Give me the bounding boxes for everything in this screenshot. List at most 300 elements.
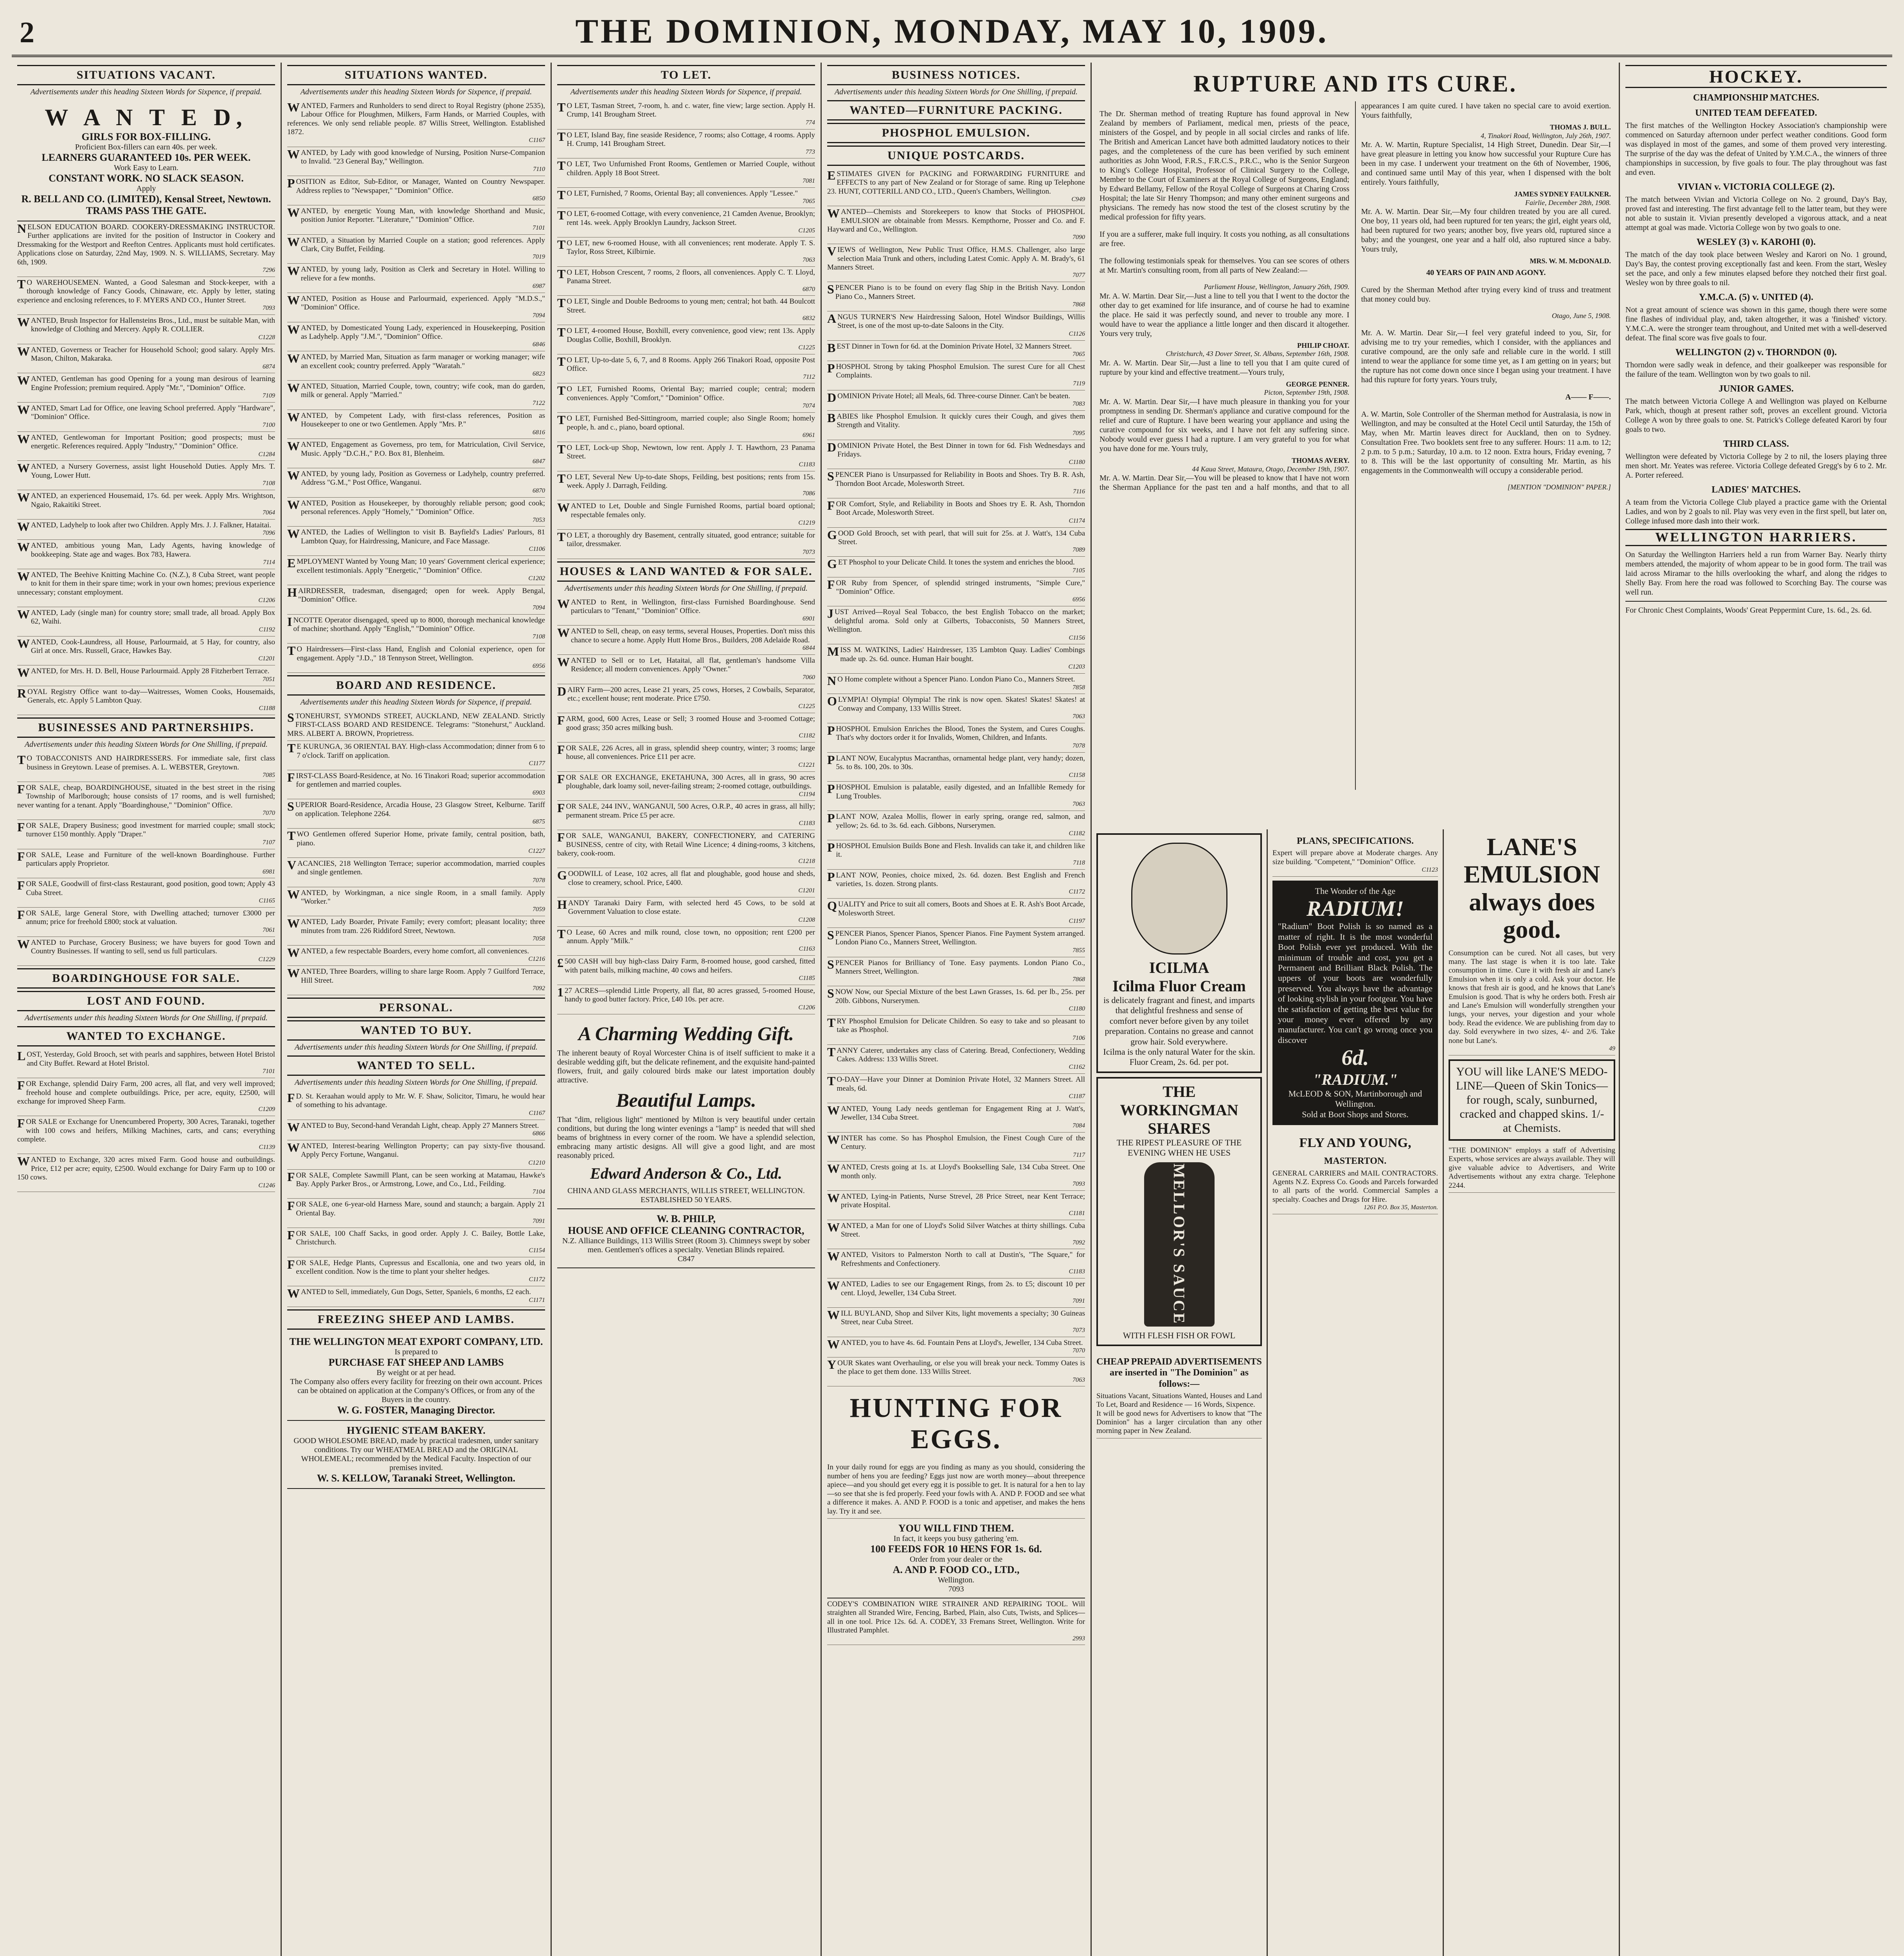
- display-ads: [1092, 829, 1620, 1956]
- ad-code: 6874: [263, 363, 275, 370]
- ad-body: That "dim, religious light" mentioned by Milton is very beautiful under certain conditions, but during the long winter evenings a "lamp" is needed that will shed beams of brightness in every corner of the room. We have a splendid selection, embracing many artistic designs. All will give a good light, and are most reasonably priced.: [557, 1115, 815, 1160]
- classified-ad: [17, 1078, 275, 1116]
- ad-text: ANTED, you to have 4s. 6d. Fountain Pens at Lloyd's, Jeweller, 134 Cuba Street.: [841, 1338, 1083, 1347]
- classified-ad: [557, 742, 815, 772]
- ad-body: The inherent beauty of Royal Worcester China is of itself sufficient to make it a desirable wedding gift, but the delicate refinement, and the exquisite hand-painted flowers, fruit, and gaily coloured birds make our latest importation doubly attractive.: [557, 1048, 815, 1084]
- ad-code: 7073: [1073, 1327, 1085, 1334]
- ad-code: C1221: [798, 761, 815, 768]
- ad-code: C1172: [529, 1276, 545, 1283]
- sport-paragraph: Wellington were defeated by Victoria College by 2 to nil, the losers playing three men short. Mr. Yeates was referee. Victoria College defeated Gregg's by 6 to 2. Mr. A. Porter refereed.: [1625, 452, 1887, 480]
- ad-list: [17, 753, 275, 966]
- classified-ad: [287, 147, 545, 176]
- icilma-ad: [1096, 833, 1262, 1073]
- ad-headline: Icilma Fluor Cream: [1112, 977, 1246, 995]
- classified-ad: [287, 770, 545, 800]
- ad-code: 7058: [533, 935, 545, 942]
- ad-text: HOSPHOL Emulsion is palatable, easily digested, and an Infallible Remedy for Lung Troubles.: [836, 783, 1085, 800]
- ad-initial: T: [557, 325, 566, 340]
- testimonial-body: Mr. A. W. Martin, Rupture Specialist, 14 High Street, Dunedin. Dear Sir,—I have great pleasure in letting you know how successful your Rupture Cure has been in my case. I underwent your treatment on the 6th of November, 1906, and continued same until May of this year, when I dispensed with the bolt entirely. Yours faithfully,: [1361, 140, 1611, 187]
- ad-initial: W: [17, 540, 30, 554]
- ad-initial: G: [827, 557, 837, 571]
- ad-code: 7116: [1073, 488, 1085, 495]
- ad-code: C1216: [528, 956, 545, 963]
- ad-code: C1183: [799, 820, 815, 827]
- ad-initial: S: [827, 957, 834, 971]
- ad-code: C1197: [1069, 918, 1085, 924]
- ad-initial: P: [827, 723, 835, 738]
- section-heading: WANTED—FURNITURE PACKING.: [827, 100, 1085, 120]
- ad-code: C1167: [529, 137, 545, 144]
- ad-initial: W: [557, 500, 570, 515]
- classified-ad: [557, 500, 815, 530]
- section-note: Advertisements under this heading Sixteen Words for Sixpence, if prepaid.: [300, 88, 532, 96]
- classified-ad: [17, 1049, 275, 1078]
- section-note: Advertisements under this heading Sixteen Words for Sixpence, if prepaid.: [30, 88, 262, 96]
- section-heading: LOST AND FOUND.: [17, 991, 275, 1011]
- ad-initial: P: [827, 811, 835, 825]
- classified-ad: [827, 899, 1085, 928]
- ad-pretitle: The Wonder of the Age: [1315, 886, 1396, 896]
- ad-text: ANNY Caterer, undertakes any class of Catering. Bread, Confectionery, Wedding Cakes. Address: 133 Willis Street.: [837, 1046, 1085, 1064]
- ad-line: Work Easy to Learn.: [114, 164, 178, 172]
- ad-code: 7019: [533, 253, 545, 261]
- article-paragraph: Cured by the Sherman Method after trying every kind of truss and treatment that money could buy.: [1361, 285, 1611, 304]
- ad-code: C1284: [258, 451, 275, 458]
- classified-ad: [827, 957, 1085, 987]
- classified-ad: [827, 390, 1085, 411]
- ad-initial: W: [287, 916, 300, 931]
- section-heading: WANTED TO BUY.: [287, 1020, 545, 1041]
- ad-code: 7070: [263, 810, 275, 817]
- ad-initial: T: [557, 926, 566, 941]
- ad-code: 7060: [803, 674, 815, 681]
- ad-code: C1225: [798, 344, 815, 351]
- classified-ad: [17, 461, 275, 490]
- ad-initial: P: [827, 361, 835, 375]
- ad-code: 7119: [1073, 380, 1085, 387]
- ad-initial: £: [557, 956, 563, 970]
- classified-ad: [557, 956, 815, 985]
- ad-line: GIRLS FOR BOX-FILLING.: [81, 131, 211, 142]
- ad-initial: F: [827, 577, 835, 591]
- classified-ad: [287, 264, 545, 293]
- ad-code: C1180: [1069, 1005, 1085, 1012]
- ad-initial: W: [827, 1132, 840, 1147]
- ad-code: C1218: [798, 858, 815, 865]
- ad-line: LEARNERS GUARANTEED 10s. PER WEEK.: [41, 152, 251, 163]
- ad-initial: W: [557, 654, 570, 669]
- ad-initial: T: [557, 129, 566, 144]
- ad-text: ANTED, Governess or Teacher for Household School; good salary. Apply Mrs. Mason, Chilton, Makaraka.: [31, 345, 275, 363]
- ad-text: EST Dinner in Town for 6d. at the Dominion Private Hotel, 32 Manners Street.: [837, 342, 1072, 351]
- sauce-bottle-illustration: MELLOR'S SAUCE: [1144, 1162, 1215, 1327]
- ad-text: OR SALE, Goodwill of first-class Restaurant, good position, good town; Apply 43 Cuba Street.: [26, 880, 275, 897]
- section-heading: HOUSES & LAND WANTED & FOR SALE.: [557, 561, 815, 582]
- ad-code: 7093: [1073, 1181, 1085, 1188]
- ad-text: O LET, Lock-up Shop, Newtown, low rent. Apply J. T. Hawthorn, 23 Panama Street.: [567, 443, 815, 461]
- classified-ad: [17, 607, 275, 636]
- ad-code: C1162: [1069, 1064, 1085, 1071]
- classified-ad: [827, 674, 1085, 694]
- ad-code: C1183: [1069, 1268, 1085, 1275]
- classified-ad: [287, 410, 545, 439]
- section-heading: BUSINESS NOTICES.: [827, 65, 1085, 85]
- ad-initial: W: [827, 1103, 840, 1117]
- classified-ad: [557, 100, 815, 129]
- ad-text: PENCER Pianos, Spencer Pianos, Spencer Pianos. Fine Payment System arranged. London Piano Co., Manners Street, Wellington.: [835, 929, 1085, 947]
- ad-text: LYMPIA! Olympia! Olympia! The rink is now open. Skates! Skates! Skates! at Conway and Company, 133 Willis Street.: [838, 696, 1085, 713]
- ad-headline: A Charming Wedding Gift.: [578, 1022, 794, 1045]
- ad-code: C1154: [529, 1247, 545, 1254]
- sport-paragraph: The match of the day took place between Wesley and Karori on No. 1 ground, Day's Bay, the contest proving exceptionally fast and keen. From the start, Wesley set the pace, and only a few minutes elapsed before they notched their first goal. Wesley won by three goals to nil.: [1625, 250, 1887, 287]
- classified-ad: [287, 1140, 545, 1170]
- classified-ad: [287, 498, 545, 527]
- ad-text: NOW Now, our Special Mixture of the best Lawn Grasses, 1s. 6d. per lb., 25s. per 20lb. Gibbons, Nurserymen.: [835, 988, 1085, 1005]
- ad-initial: F: [287, 770, 295, 784]
- ad-headline: RADIUM!: [1307, 897, 1404, 921]
- classified-ad: [827, 1191, 1085, 1220]
- ad-code: 7868: [1073, 301, 1085, 308]
- classified-ad: [557, 684, 815, 714]
- sport-title: WELLINGTON HARRIERS.: [1625, 529, 1887, 546]
- ad-text: ANTED, Lying-in Patients, Nurse Strevel, 28 Price Street, near Kent Terrace; private Hospital.: [841, 1192, 1085, 1210]
- ad-text: O LET, new 6-roomed House, with all conveniences; rent moderate. Apply T. S. Taylor, Ross Street, Kilbirnie.: [567, 239, 815, 256]
- testimonial-body: Mr. A. W. Martin. Dear Sir,—Just a line to tell you that I went to the doctor the other day to get examined for life insurance, and of course he had to examine the place. He said it was perfectly sound, and never to trouble any more. I would have to wear the appliance a little longer and then discard it altogether. Yours very truly,: [1100, 291, 1350, 338]
- ad-initial: F: [827, 498, 835, 512]
- ad-code: 6844: [803, 645, 815, 652]
- classified-ad: [287, 468, 545, 498]
- ad-initial: J: [827, 606, 833, 621]
- ad-initial: W: [17, 569, 30, 583]
- sport-paragraph: The match between Vivian and Victoria College on No. 2 ground, Day's Bay, proved fast and interesting. The first advantage fell to the latter team, but they were not able to sustain it. Vivian presently developed a vigorous attack, and a neat attempt at goal was made. Victoria College won by two goals to one.: [1625, 195, 1887, 232]
- ad-code: 7096: [263, 530, 275, 537]
- ad-text: IEWS of Wellington, New Public Trust Office, H.M.S. Challenger, also large selection Maia Trunk and others, including Latest Comic. Apply A. M. Brady's, 61 Manners Street.: [827, 246, 1085, 271]
- ad-initial: T: [557, 471, 566, 485]
- sport-subheading: CHAMPIONSHIP MATCHES.: [1693, 93, 1819, 103]
- ad-initial: F: [557, 742, 565, 757]
- hunting-eggs-ad: [827, 1519, 1085, 1598]
- article-paragraph: A. W. Martin, Sole Controller of the Sherman method for Australasia, is now in Wellington, and may be consulted at the Hotel Cecil until Saturday, the 15th of May, when Mr. Martin leaves direct for Auckland, then on to Sydney. Consultation Free. Two booklets sent free to any sufferer. Hours: 11 a.m. to 12; 2 p.m. to 5 p.m.; Saturday, 10 a.m. to 12 noon. Extra hours, Friday evening, 7 to 8. This will be the last opportunity of consulting Mr. Martin, as his engagements in the Commonwealth will occupy a considerable period.: [1361, 410, 1611, 475]
- ad-initial: T: [557, 188, 566, 202]
- ad-initial: E: [287, 556, 296, 570]
- classified-ad: [827, 311, 1085, 341]
- classified-ad: [17, 344, 275, 374]
- divider: [1625, 601, 1887, 602]
- ad-code: 7081: [803, 178, 815, 185]
- ad-signature: W. G. FOSTER, Managing Director.: [337, 1404, 495, 1416]
- ad-text: ANTED, Position as House and Parlourmaid, experienced. Apply "M.D.S.," "Dominion" Office.: [301, 294, 545, 312]
- testimonial-body: Mr. A. W. Martin. Dear Sir,—Just a line to tell you that I am quite cured of rupture by your kind and effective treatment.—Yours truly,: [1100, 358, 1350, 377]
- ad-initial: W: [287, 497, 300, 512]
- ad-initial: A: [827, 311, 837, 325]
- classified-ad: [17, 373, 275, 403]
- ad-code: C1182: [1069, 830, 1085, 837]
- ad-initial: M: [827, 644, 839, 659]
- hunting-eggs-body: In your daily round for eggs are you finding as many as you should, considering the number of hens you are feeding? Eggs just now are worth money—about threepence apiece—and you should get every egg it is possible to get. It is natural for a hen to lay—so see that she is fed properly. Feed your fowls with A. AND P. FOOD and see what a difference it makes. A. AND P. FOOD is a tonic and appetiser, and makes the hens lay. Try it and see.: [827, 1462, 1085, 1518]
- ad-initial: W: [827, 1249, 840, 1264]
- ad-text: OR SALE, Lease and Furniture of the well-known Boardinghouse. Further particulars apply Proprietor.: [26, 850, 275, 868]
- testimonial-signature: A—— F——.: [1565, 392, 1611, 401]
- ad-code: 7073: [803, 548, 815, 556]
- ad-text: OR SALE, 100 Chaff Sacks, in good order. Apply J. C. Bailey, Bottle Lake, Christchurch.: [296, 1229, 545, 1247]
- ad-text: PENCER Piano is to be found on every flag Ship in the British Navy. London Piano Co., Manners Street.: [835, 284, 1085, 301]
- ad-initial: F: [287, 1228, 295, 1242]
- ad-line: THE RIPEST PLEASURE OF THE EVENING WHEN HE USES: [1116, 1137, 1242, 1158]
- page-columns: [12, 63, 1892, 1956]
- article-paragraph: Mr. A. W. Martin. Dear Sir,—I feel very grateful indeed to you, Sir, for advising me to try your remedies, which I consider, with the appliances and curative compound, are the only safe and reliable cure in the world. I still intend to wear the appliance for some time yet, as I am getting on in years; but the rupture has not come down once since I began using your treatment. I have had this rupture for forty years. Yours truly,: [1361, 328, 1611, 384]
- column-situations-wanted: [282, 63, 552, 1956]
- ad-code: C1206: [798, 1004, 815, 1011]
- ad-text: ANTED, for Mrs. H. D. Bell, House Parlourmaid. Apply 28 Fitzherbert Terrace.: [31, 667, 270, 676]
- ad-initial: F: [557, 801, 565, 815]
- ad-code: 6961: [803, 431, 815, 439]
- ad-line: Wellington.: [938, 1575, 975, 1584]
- ad-code: C1201: [258, 655, 275, 662]
- classified-ad: [827, 206, 1085, 244]
- ad-code: C1158: [1069, 771, 1085, 778]
- ad-initial: W: [827, 1337, 840, 1351]
- classified-ad: [557, 772, 815, 801]
- ad-text: HOSPHOL Emulsion Builds Bone and Flesh. Invalids can take it, and children like it.: [836, 841, 1085, 859]
- section-heading: WANTED TO EXCHANGE.: [17, 1026, 275, 1046]
- ad-sold: Sold at Boot Shops and Stores.: [1302, 1109, 1409, 1119]
- firm-name: Edward Anderson & Co., Ltd.: [590, 1164, 782, 1182]
- classified-ad: [557, 383, 815, 413]
- ad-initial: W: [287, 887, 300, 901]
- section-heading: SITUATIONS WANTED.: [287, 65, 545, 85]
- ad-code: 2993: [1073, 1635, 1085, 1642]
- ad-code: 7104: [533, 1188, 545, 1196]
- article-subheading: 40 YEARS OF PAIN AND AGONY.: [1426, 268, 1546, 277]
- ad-code: 7094: [533, 312, 545, 319]
- classified-ad: [287, 1228, 545, 1257]
- ad-initial: W: [287, 293, 300, 307]
- classified-ad: [287, 1170, 545, 1199]
- classified-ad: [287, 1257, 545, 1287]
- ad-code: C1183: [799, 461, 815, 468]
- ad-initial: W: [287, 351, 300, 366]
- ad-text: UPERIOR Board-Residence, Arcadia House, 23 Glasgow Street, Kelburne. Tariff on application. Telephone 2264.: [295, 801, 545, 818]
- ad-initial: W: [557, 626, 570, 640]
- ad-text: O LET, 4-roomed House, Boxhill, every convenience, good view; rent 13s. Apply Douglas Collie, Boxhill, Brooklyn.: [567, 327, 815, 344]
- classified-ad: [827, 1161, 1085, 1191]
- testimonial-address: Christchurch, 43 Dover Street, St. Albans, September 16th, 1908.: [1166, 350, 1350, 358]
- classified-ad: [827, 244, 1085, 282]
- column-to-let: [552, 63, 822, 1956]
- ad-text: D. St. Keraahan would apply to Mr. W. F. Shaw, Solicitor, Timaru, he would hear of something to his advantage.: [296, 1092, 545, 1109]
- classified-ad: [17, 432, 275, 461]
- ad-text: OR Ruby from Spencer, of splendid stringed instruments, "Simple Cure," "Dominion" Office.: [836, 579, 1085, 596]
- testimonial-body: Mr. A. W. Martin. Dear Sir,—I have much pleasure in thanking you for your promptness in sending Dr. Sherman's appliance and curative compound for the relief and cure of Rupture. I have been wearing your appliance and using the curative compound for six weeks, and I have not felt any suffering since. Nobody would ever guess I had a rupture. I am very grateful to you for what you have done for me. Yours truly,: [1100, 397, 1350, 453]
- ad-text: ANTED, the Ladies of Wellington to visit B. Bayfield's Ladies' Parlours, 81 Lambton Quay, for Hairdressing, Manicure, and Face Massage.: [301, 528, 545, 545]
- ad-list: [557, 597, 815, 1014]
- ad-line: Apply: [136, 184, 156, 193]
- ad-initial: D: [827, 390, 837, 405]
- ad-text: 27 ACRES—splendid Little Property, all flat, 80 acres grassed, 5-roomed House, handy to good butter factory. Price, £40 10s. per acre.: [565, 986, 815, 1004]
- ad-code: C1227: [528, 847, 545, 854]
- classified-ad: [557, 985, 815, 1014]
- classified-ad: [557, 655, 815, 684]
- ad-code: C1206: [258, 597, 275, 604]
- ad-text: ANTED, Farmers and Runholders to send direct to Royal Registry (phone 2535), Labour Office for Ploughmen, Milkers, Farm Hands, or Married Couples, with references. We only send reliable people. 87 Willis Street, Wellington. Established 1872.: [287, 102, 545, 137]
- ad-initial: T: [287, 741, 296, 755]
- ad-text: OSITION as Editor, Sub-Editor, or Manager, Wanted on Country Newspaper. Address replies to "Newspaper," "Dominion" Office.: [296, 178, 545, 195]
- ad-text: ANTED, by Lady with good knowledge of Nursing, Position Nurse-Companion to Invalid. "23 General Bay," Wellington.: [301, 148, 545, 165]
- ad-text: MPLOYMENT Wanted by Young Man; 10 years' Government clerical experience; excellent testimonials. Apply "Energetic," "Dominion" Office.: [297, 557, 545, 575]
- ad-text: UST Arrived—Royal Seal Tobacco, the best English Tobacco on the market; delightful aroma. Sold only at Gilberts, Tobacconists, 50 Manners Street, Wellington.: [827, 608, 1085, 634]
- ad-line: N.Z. Alliance Buildings, 113 Willis Street (Room 3). Chimneys swept by sober men. Gentlemen's offices a specialty. Venetian Blinds repaired.: [562, 1236, 810, 1254]
- ad-text: O LET, Two Unfurnished Front Rooms, Gentlemen or Married Couple, without children. Apply 18 Boot Street.: [567, 160, 815, 177]
- ad-code: 7063: [1073, 801, 1085, 808]
- ad-initial: W: [17, 636, 30, 651]
- ad-text: OR SALE, large General Store, with Dwelling attached; turnover £3000 per annum; price for freehold £800; stock at valuation.: [26, 909, 275, 926]
- classified-ad: [827, 811, 1085, 840]
- ad-text: OR SALE OR EXCHANGE, EKETAHUNA, 300 Acres, all in grass, 90 acres ploughable, dark loamy soil, never-failing stream; 2-roomed cottage, outbuildings.: [566, 773, 815, 791]
- ad-text: UALITY and Price to suit all comers, Boots and Shoes at E. R. Ash's Boot Arcade, Molesworth Street.: [838, 900, 1085, 917]
- ad-text: ANTED, Position as Housekeeper, by thoroughly reliable person; good cook; personal references. Apply "Homely," "Dominion" Office.: [301, 499, 545, 516]
- ad-text: ANTED, Cook-Laundress, all House, Parlourmaid, at 5 Hay, for country, also Girl at once. Mrs. Russell, Grace, Hawkes Bay.: [31, 638, 275, 655]
- classified-ad: [827, 440, 1085, 469]
- classified-ad: [287, 381, 545, 410]
- ad-line: GOOD WHOLESOME BREAD, made by practical tradesmen, under sanitary conditions. Try our WHEATMEAL BREAD and the ORIGINAL WHOLEMEAL; recommended by the Medical Faculty. Inspection of our premises invited.: [293, 1436, 539, 1472]
- ad-code: C1194: [799, 791, 815, 798]
- ad-code: 7100: [263, 421, 275, 428]
- testimonial-address: Parliament House, Wellington, January 26th, 1909.: [1204, 283, 1350, 291]
- ad-initial: W: [287, 205, 300, 219]
- ad-initial: W: [827, 1278, 840, 1293]
- ad-text: O LET, Up-to-date 5, 6, 7, and 8 Rooms. Apply 266 Tinakori Road, opposite Post Office.: [567, 356, 815, 373]
- ad-text: OR SALE, 244 INV., WANGANUI, 500 Acres, O.R.P., 40 acres in grass, all hilly; permanent stream. Price £5 per acre.: [566, 802, 815, 820]
- ad-headline: CHEAP PREPAID ADVERTISEMENTS are inserted in "The Dominion" as follows:—: [1096, 1356, 1262, 1389]
- ad-initial: Y: [827, 1357, 837, 1372]
- ad-initial: B: [827, 410, 836, 425]
- ad-code: C1165: [259, 897, 275, 904]
- masthead: [12, 8, 1892, 57]
- article-paragraph: The following testimonials speak for themselves. You can see scores of others at Mr. Martin's consulting room, from all parts of New Zealand:—: [1100, 257, 1350, 275]
- ad-text: STIMATES GIVEN for PACKING and FORWARDING FURNITURE and EFFECTS to any part of New Zealand or for Storage of same. Ring up Telephone 23. HUNT, COTTERILL AND CO., LTD., Queen's Chambers, Wellington.: [827, 170, 1085, 196]
- classified-ad: [17, 1154, 275, 1192]
- section-heading: TO LET.: [557, 65, 815, 85]
- classified-ad: [287, 235, 545, 264]
- ad-code: 7064: [263, 509, 275, 516]
- firm-est: ESTABLISHED 50 YEARS.: [641, 1195, 732, 1204]
- classified-ad: [557, 442, 815, 471]
- ad-text: ANTED, Lady Boarder, Private Family; every comfort; pleasant locality; three minutes from tram. 226 Riddiford Street, Newtown.: [301, 918, 545, 935]
- ad-text: ILL BUYLAND, Shop and Silver Kits, light movements a specialty; 30 Guineas Street, near Cuba Street.: [841, 1309, 1085, 1327]
- ad-text: OMINION Private Hotel; all Meals, 6d. Three-course Dinner. Can't be beaten.: [837, 392, 1071, 400]
- classified-ad: [827, 1103, 1085, 1133]
- ad-code: 6956: [533, 663, 545, 669]
- ad-line: Order from your dealer or the: [909, 1555, 1003, 1564]
- ad-code: 7108: [263, 480, 275, 487]
- classified-ad: [827, 1074, 1085, 1103]
- classified-ad: [827, 1249, 1085, 1278]
- ad-initial: E: [827, 168, 836, 182]
- ad-initial: F: [17, 820, 25, 834]
- ad-list: [17, 1049, 275, 1192]
- ad-initial: F: [557, 830, 565, 845]
- ad-text: ANTED, Smart Lad for Office, one leaving School preferred. Apply "Hardware", "Dominion" Office.: [31, 404, 275, 421]
- ad-initial: S: [827, 282, 834, 297]
- ad-initial: W: [827, 206, 840, 221]
- sport-paragraph: The first matches of the Wellington Hockey Association's championship were commenced on Saturday afternoon under perfect weather conditions. Good form was displayed in most of the games, and some of them proved very interesting. The surprise of the day was the defeat of United by Y.M.C.A., the winners of three championships in succession, by five goals to four. The play throughout was fast and even.: [1625, 121, 1887, 177]
- classified-ad: [17, 1116, 275, 1154]
- classified-ad: [557, 296, 815, 325]
- classified-ad: [827, 469, 1085, 498]
- sport-paragraph: The match between Victoria College A and Wellington was played on Kelburne Park, which, though at present rather soft, proves an excellent ground. Victoria College A won by three goals to one. St. Patrick's College defeated Karori by four goals to two.: [1625, 397, 1887, 434]
- ad-code: 7858: [1073, 684, 1085, 691]
- ad-code: 7855: [1073, 947, 1085, 954]
- ad-code: C1123: [1422, 867, 1438, 874]
- sport-subheading: Y.M.C.A. (5) v. UNITED (4).: [1699, 292, 1814, 302]
- ad-line: In fact, it keeps you busy gathering 'em.: [893, 1534, 1019, 1543]
- ad-text: RY Phosphol Emulsion for Delicate Children. So easy to take and so pleasant to take as Phosphol.: [837, 1017, 1085, 1034]
- testimonial-body: Mr. A. W. Martin. Dear Sir,—My four children treated by you are all cured. One boy, 11 years old, had been ruptured for ten years; the girl, eight years old, had been ruptured for two years; another boy, five years old, ruptured since a baby; and the youngest, one year and a half old, also ruptured since a baby. Yours truly,: [1361, 207, 1611, 254]
- ad-headline: FLY AND YOUNG,: [1299, 1136, 1411, 1151]
- classified-ad: [827, 986, 1085, 1016]
- ad-text: OR SALE, 226 Acres, all in grass, splendid sheep country, winter; 3 rooms; large house, all conveniences. Price £11 per acre.: [566, 744, 815, 761]
- ad-initial: W: [17, 461, 30, 475]
- ad-initial: T: [557, 208, 566, 223]
- testimonial-signature: PHILIP CHOAT.: [1297, 341, 1350, 349]
- classified-ad: [17, 636, 275, 666]
- ad-text: TONEHURST, SYMONDS STREET, AUCKLAND, NEW ZEALAND. Strictly FIRST-CLASS BOARD AND RESIDENCE. Telegrams: "Stonehurst," Auckland. MRS. ALBERT A. BROWN, Proprietress.: [287, 712, 545, 738]
- ad-initial: W: [827, 1220, 840, 1234]
- ad-code: 6866: [533, 1130, 545, 1137]
- display-ads-column: [1444, 829, 1620, 1956]
- ad-text: ANTED, Lady (single man) for country store; small trade, all broad. Apply Box 62, Waihi.: [31, 608, 275, 626]
- woman-face-illustration: [1131, 843, 1227, 955]
- ad-code: 7093: [948, 1584, 964, 1593]
- ad-code: C1208: [798, 916, 815, 923]
- classified-ad: [557, 597, 815, 626]
- classified-ad: [287, 293, 545, 322]
- classified-ad: [287, 527, 545, 556]
- testimonial-address: Fairlie, December 28th, 1908.: [1525, 198, 1611, 207]
- ad-code: C1188: [259, 705, 275, 712]
- ad-text: ANTED to Purchase, Grocery Business; we have buyers for good Town and Country Businesses. If wanting to sell, send us full particulars.: [31, 938, 275, 956]
- classified-ad: [557, 830, 815, 868]
- classified-ad: [557, 801, 815, 830]
- meat-export-ad: [287, 1332, 545, 1421]
- ad-code: 7091: [533, 1218, 545, 1225]
- ad-text: O LET, Tasman Street, 7-room, h. and c. water, fine view; large section. Apply H. Crump, 141 Brougham Street.: [567, 102, 815, 119]
- ad-text: OR Exchange, splendid Dairy Farm, 200 acres, all flat, and very well improved; freehold house and complete outbuildings. Price, per acre, equity, £2500, will exchange for improved Sheep Farm.: [17, 1080, 275, 1106]
- ad-initial: W: [17, 344, 30, 358]
- testimonial-signature: JAMES SYDNEY FAULKNER.: [1514, 190, 1611, 198]
- ad-initial: W: [287, 147, 300, 161]
- ad-text: ISS M. WATKINS, Ladies' Hairdresser, 135 Lambton Quay. Ladies' Combings made up. 2s. 6d. ounce. Human Hair bought.: [840, 646, 1085, 663]
- classified-ad: [287, 966, 545, 995]
- classified-ad: [287, 946, 545, 966]
- ad-text: ANTED, The Beehive Knitting Machine Co. (N.Z.), 8 Cuba Street, want people to knit for them in their spare time; work in your own homes; previous experience unnecessary; constant employment.: [17, 570, 275, 597]
- classified-ad: [557, 208, 815, 237]
- section-heading: BOARD AND RESIDENCE.: [287, 675, 545, 696]
- classified-ad: [557, 471, 815, 501]
- testimonial-signature: GEORGE PENNER.: [1286, 380, 1350, 388]
- ad-text: ANTED to Let, Double and Single Furnished Rooms, partial board optional; respectable females only.: [571, 502, 815, 519]
- rupture-article-area: [1092, 63, 1620, 1956]
- ad-headline: HYGIENIC STEAM BAKERY.: [347, 1424, 486, 1436]
- classified-ad: [557, 267, 815, 296]
- ad-initial: W: [287, 945, 300, 960]
- ad-text: WO Gentlemen offered Superior Home, private family, central position, bath, piano.: [297, 830, 545, 847]
- classified-ad: [17, 540, 275, 569]
- ad-list: [827, 168, 1085, 1386]
- classified-ad: [827, 1357, 1085, 1387]
- ad-text: O LET, Furnished Bed-Sittingroom, married couple; also Single Room; homely people, h. and c., piano, board optional.: [567, 414, 815, 431]
- classified-ad: [17, 221, 275, 277]
